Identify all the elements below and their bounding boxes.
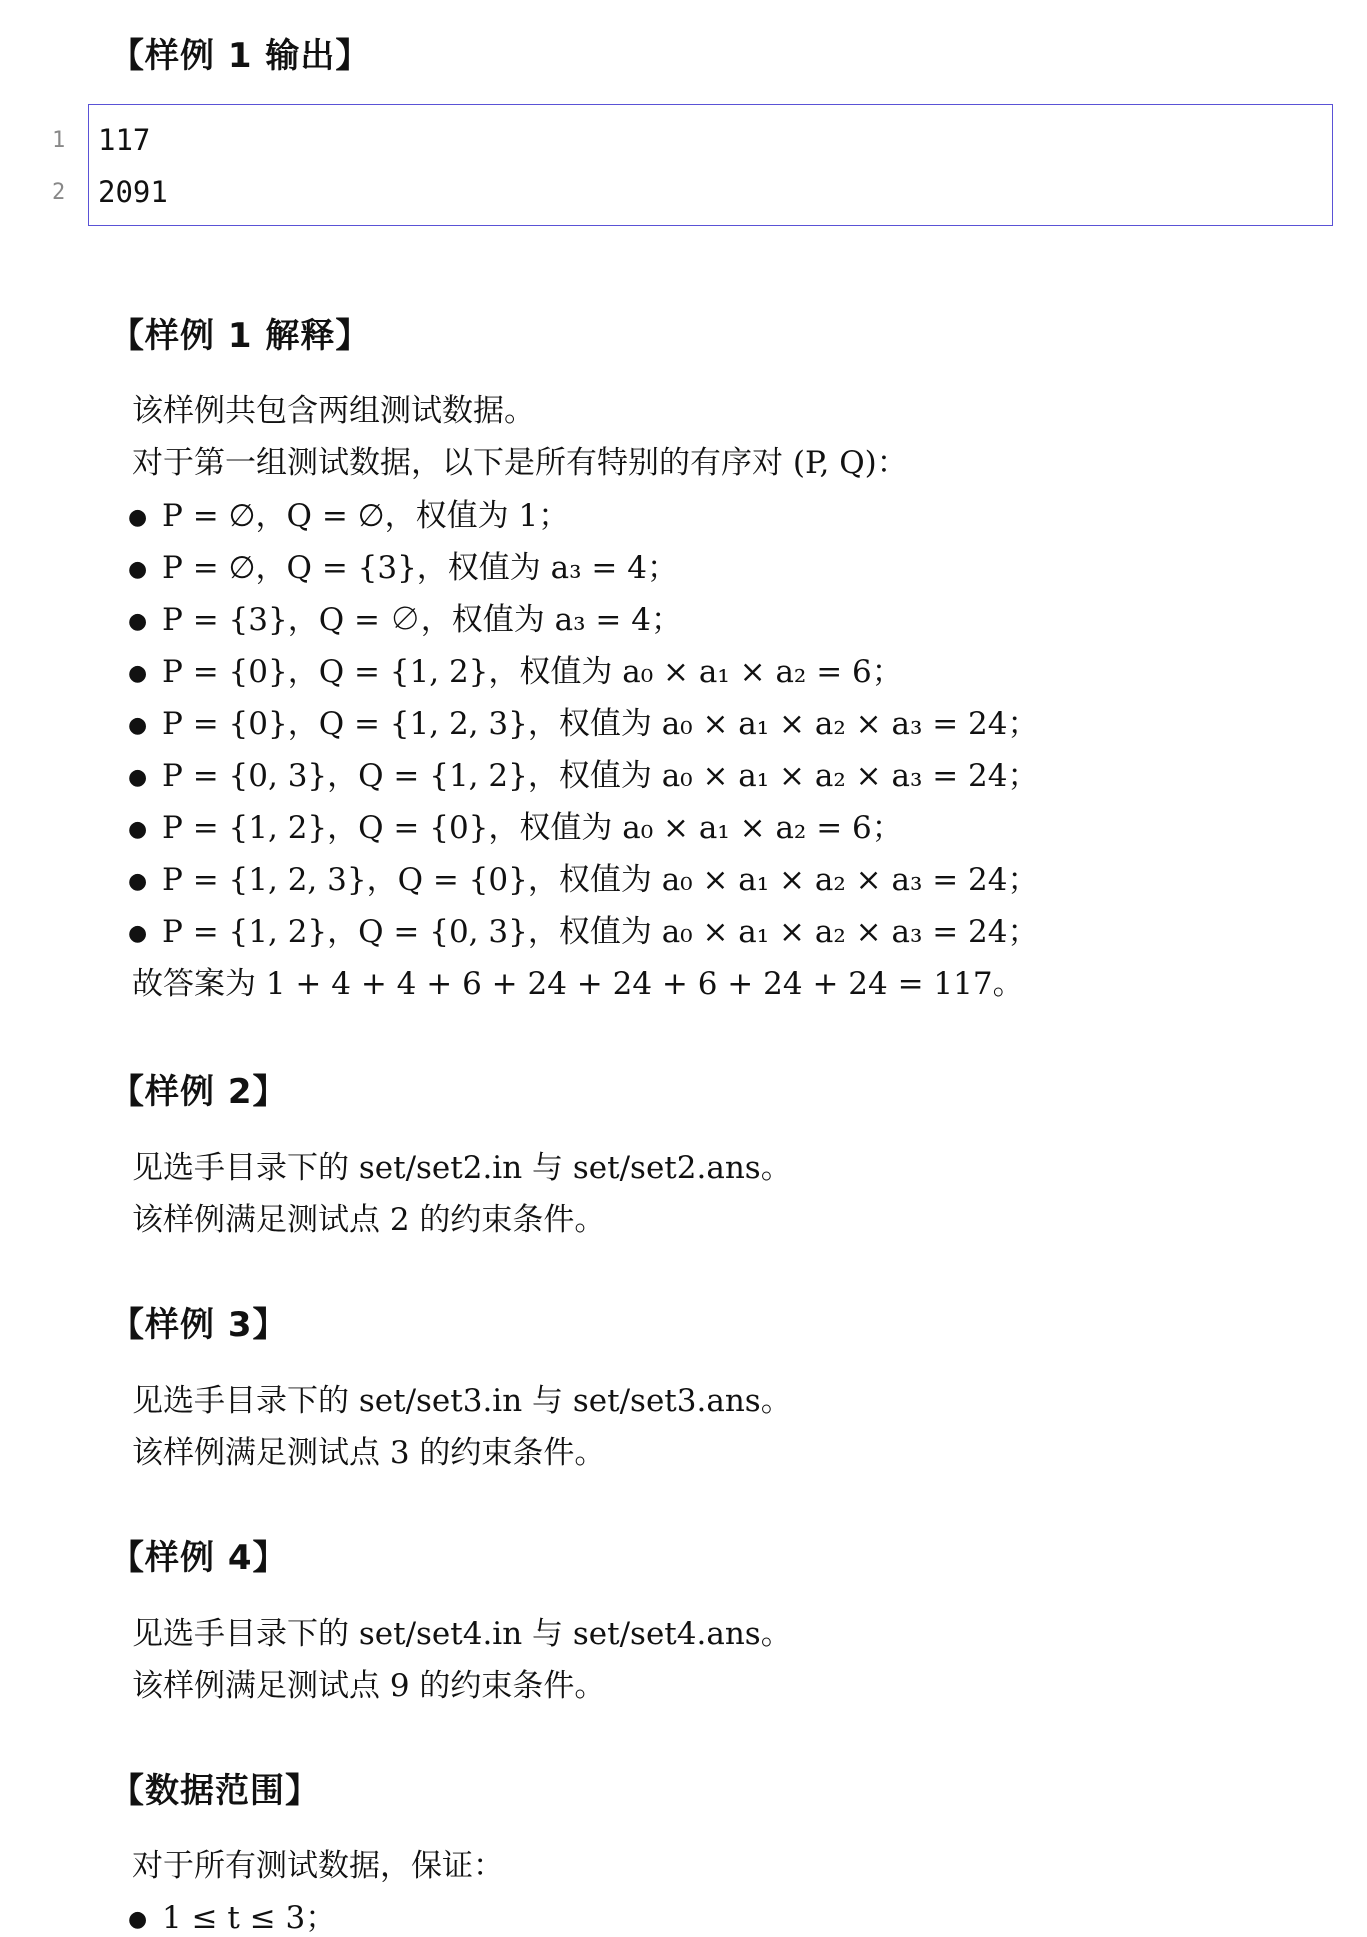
list-item <box>128 646 903 691</box>
sample2-constraint: 该样例满足测试点 2 的约束条件。 <box>132 1202 606 1238</box>
code-line-text: 117 <box>98 123 151 157</box>
list-item-text: P = {3}，Q = ∅，权值为 a₃ = 4； <box>162 602 682 638</box>
bullet-icon: ● <box>128 505 148 530</box>
bullet-icon: ● <box>128 713 148 738</box>
data-range-intro: 对于所有测试数据，保证： <box>132 1848 504 1884</box>
explanation-intro-pairs: 对于第一组测试数据，以下是所有特别的有序对 (P, Q)： <box>132 445 908 481</box>
list-item-text: P = ∅，Q = ∅，权值为 1； <box>162 498 570 534</box>
list-item-text: P = {0}，Q = {1, 2}，权值为 a₀ × a₁ × a₂ = 6； <box>162 654 903 690</box>
list-item <box>128 594 682 639</box>
bullet-icon: ● <box>128 869 148 894</box>
sample3-heading: 【样例 3】 <box>110 1305 288 1345</box>
sample3-constraint: 该样例满足测试点 3 的约束条件。 <box>132 1435 606 1471</box>
list-item-text: P = {1, 2, 3}，Q = {0}，权值为 a₀ × a₁ × a₂ × a₃ = 24； <box>162 862 1039 898</box>
list-item-text: P = ∅，Q = {3}，权值为 a₃ = 4； <box>162 550 678 586</box>
bullet-icon: ● <box>128 557 148 582</box>
sample4-files: 见选手目录下的 set/set4.in 与 set/set4.ans。 <box>132 1616 792 1652</box>
code-line <box>0 120 1200 172</box>
sample3-files: 见选手目录下的 set/set3.in 与 set/set3.ans。 <box>132 1383 792 1419</box>
bullet-icon: ● <box>128 817 148 842</box>
line-number: 1 <box>52 128 66 153</box>
bullet-icon: ● <box>128 921 148 946</box>
list-item <box>128 750 1039 795</box>
list-item-text: P = {0}，Q = {1, 2, 3}，权值为 a₀ × a₁ × a₂ × a₃ = 24； <box>162 706 1039 742</box>
list-item <box>128 802 903 847</box>
list-item-text: P = {0, 3}，Q = {1, 2}，权值为 a₀ × a₁ × a₂ × a₃ = 24； <box>162 758 1039 794</box>
sample4-constraint: 该样例满足测试点 9 的约束条件。 <box>132 1668 606 1704</box>
bullet-icon: ● <box>128 765 148 790</box>
list-item <box>128 542 678 587</box>
list-item <box>128 490 569 535</box>
list-item <box>128 1892 336 1937</box>
sample1-explanation-heading: 【样例 1 解释】 <box>110 316 371 356</box>
code-line-text: 2091 <box>98 175 168 209</box>
bullet-icon: ● <box>128 661 148 686</box>
list-item <box>128 854 1039 899</box>
list-item-text: 1 ≤ t ≤ 3； <box>162 1900 337 1936</box>
code-line <box>0 172 1200 224</box>
sample4-heading: 【样例 4】 <box>110 1538 288 1578</box>
data-range-heading: 【数据范围】 <box>110 1771 320 1811</box>
list-item <box>128 698 1039 743</box>
bullet-icon: ● <box>128 1907 148 1932</box>
sample2-files: 见选手目录下的 set/set2.in 与 set/set2.ans。 <box>132 1150 792 1186</box>
bullet-icon: ● <box>128 609 148 634</box>
sample2-heading: 【样例 2】 <box>110 1072 288 1112</box>
explanation-conclusion: 故答案为 1 + 4 + 4 + 6 + 24 + 24 + 6 + 24 + 24 = 117。 <box>132 966 1024 1002</box>
explanation-intro: 该样例共包含两组测试数据。 <box>132 393 535 429</box>
list-item-text: P = {1, 2}，Q = {0, 3}，权值为 a₀ × a₁ × a₂ × a₃ = 24； <box>162 914 1039 950</box>
line-number: 2 <box>52 180 66 205</box>
sample1-output-heading: 【样例 1 输出】 <box>110 36 371 76</box>
list-item <box>128 906 1039 951</box>
list-item-text: P = {1, 2}，Q = {0}，权值为 a₀ × a₁ × a₂ = 6； <box>162 810 903 846</box>
